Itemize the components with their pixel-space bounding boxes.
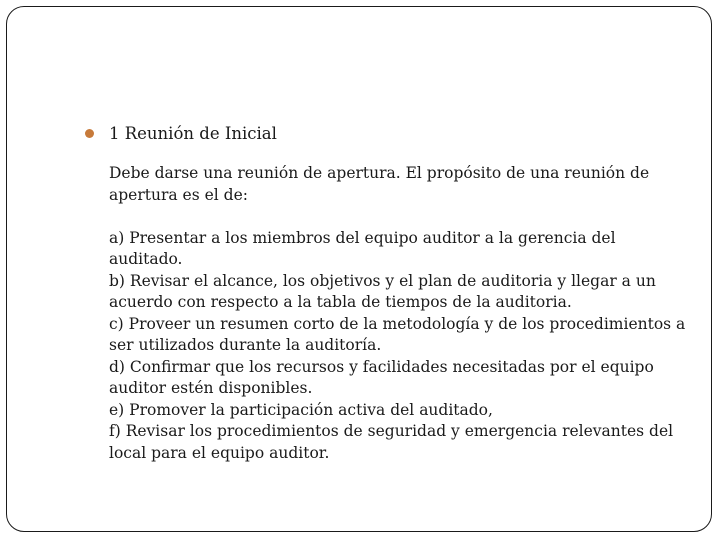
list-item-b: b) Revisar el alcance, los objetivos y el plan de auditoria y llegar a un acuerdo con respecto a la tabla de tiempos de la auditoria.: [109, 271, 656, 311]
intro-paragraph: Debe darse una reunión de apertura. El propósito de una reunión de apertura es el de:: [109, 164, 650, 204]
bullet-icon: [85, 129, 94, 138]
slide-frame: [6, 6, 712, 532]
list-item-d: d) Confirmar que los recursos y facilidades necesitadas por el equipo auditor estén disponibles.: [109, 357, 654, 397]
list-item-c: c) Proveer un resumen corto de la metodología y de los procedimientos a ser utilizados durante la auditoría.: [109, 314, 686, 354]
heading-row: [85, 121, 685, 147]
slide-heading: 1 Reunión de Inicial: [109, 124, 277, 143]
list-item-e: e) Promover la participación activa del auditado,: [109, 400, 493, 419]
slide-body: [109, 163, 689, 464]
slide-content: [85, 121, 685, 464]
list-item-f: f) Revisar los procedimientos de seguridad y emergencia relevantes del local para el equipo auditor.: [109, 422, 674, 462]
list-item-a: a) Presentar a los miembros del equipo auditor a la gerencia del auditado.: [109, 228, 616, 268]
